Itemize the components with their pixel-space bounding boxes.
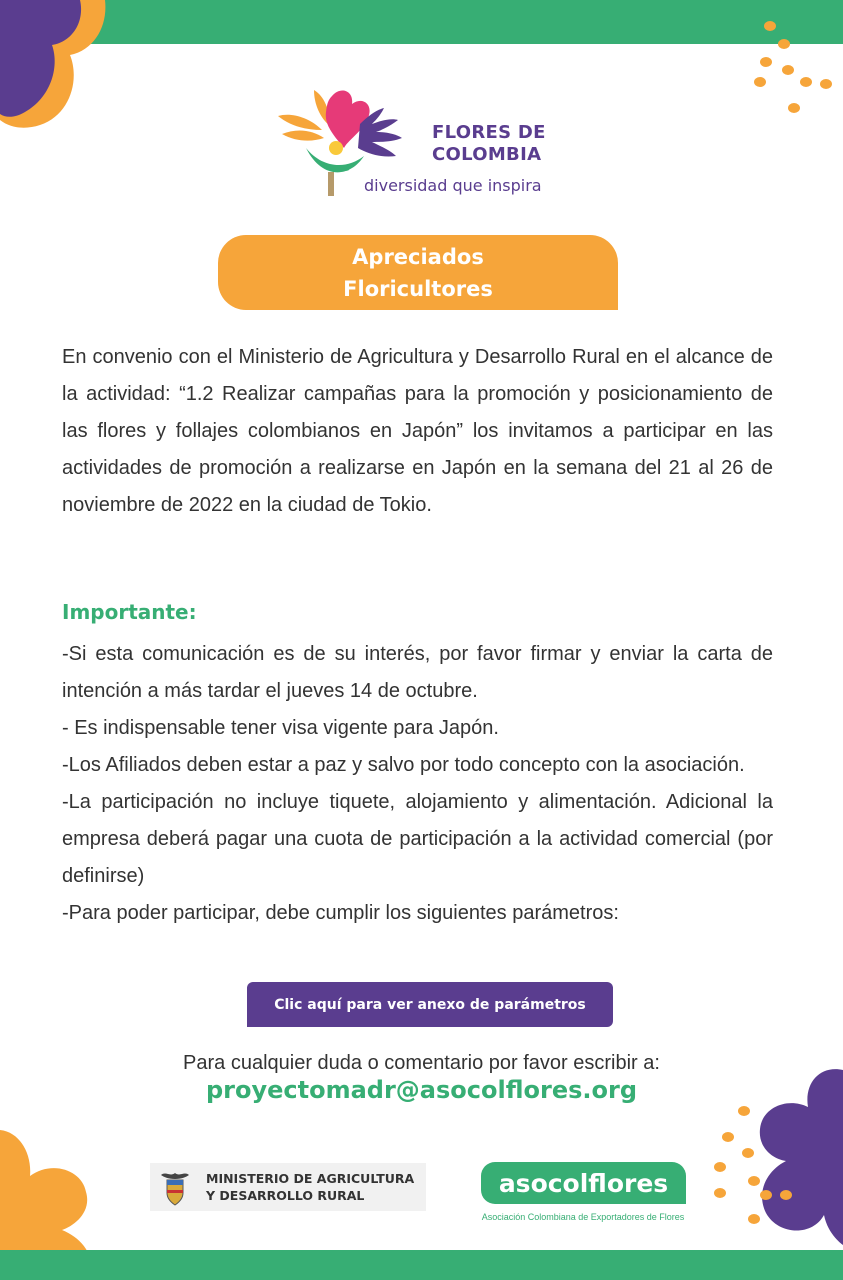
greeting-line1: Apreciados xyxy=(352,244,484,269)
registered-mark: ® xyxy=(344,166,350,173)
top-band xyxy=(0,0,843,44)
asocolflores-subtitle: Asociación Colombiana de Exportadores de Flores xyxy=(481,1212,685,1222)
flower-decoration-top-left xyxy=(0,0,110,135)
flower-decoration-bottom-right xyxy=(700,1065,843,1250)
ministerio-line1: MINISTERIO DE AGRICULTURA xyxy=(206,1171,415,1186)
intro-paragraph: En convenio con el Ministerio de Agricultura y Desarrollo Rural en el alcance de la actividad: “1.2 Realizar campañas para la promoción y posicionamiento de las flores y follajes colombianos en Japón” los invitamos a participar en las actividades de promoción a realizarse en Japón en la semana del 21 al 26 de noviembre de 2022 en la ciudad de Tokio. xyxy=(62,346,773,516)
coat-of-arms-icon xyxy=(158,1167,192,1207)
greeting-title xyxy=(268,241,568,305)
list-item: - Es indispensable tener visa vigente para Japón. xyxy=(62,717,499,739)
contact-text: Para cualquier duda o comentario por favor escribir a: xyxy=(183,1052,660,1074)
brand-tagline: diversidad que inspira xyxy=(364,176,542,195)
brand-name-line1: FLORES DE xyxy=(432,122,546,143)
flores-de-colombia-logo xyxy=(272,86,572,201)
view-parameters-button[interactable]: Clic aquí para ver anexo de parámetros xyxy=(247,982,613,1027)
greeting-line2: Floricultores xyxy=(343,276,493,301)
dots-decoration-top-right xyxy=(740,10,840,120)
bottom-band xyxy=(0,1250,843,1280)
important-list xyxy=(62,636,773,932)
ministerio-line2: Y DESARROLLO RURAL xyxy=(206,1188,365,1203)
important-heading: Importante: xyxy=(62,600,197,624)
contact-email-link[interactable]: proyectomadr@asocolflores.org xyxy=(205,1076,638,1104)
asocolflores-logo: asocolflores xyxy=(481,1162,686,1204)
greeting-banner xyxy=(218,235,618,310)
list-item: -Para poder participar, debe cumplir los siguientes parámetros: xyxy=(62,902,619,924)
list-item: -Si esta comunicación es de su interés, por favor firmar y enviar la carta de intención a más tardar el jueves 14 de octubre. xyxy=(62,643,773,702)
brand-name-line2: COLOMBIA xyxy=(432,144,542,165)
ministerio-logo xyxy=(150,1163,426,1211)
list-item: -La participación no incluye tiquete, alojamiento y alimentación. Adicional la empresa deberá pagar una cuota de participación a la actividad comercial (por definirse) xyxy=(62,791,773,887)
list-item: -Los Afiliados deben estar a paz y salvo por todo concepto con la asociación. xyxy=(62,754,745,776)
ministerio-name xyxy=(206,1170,414,1204)
